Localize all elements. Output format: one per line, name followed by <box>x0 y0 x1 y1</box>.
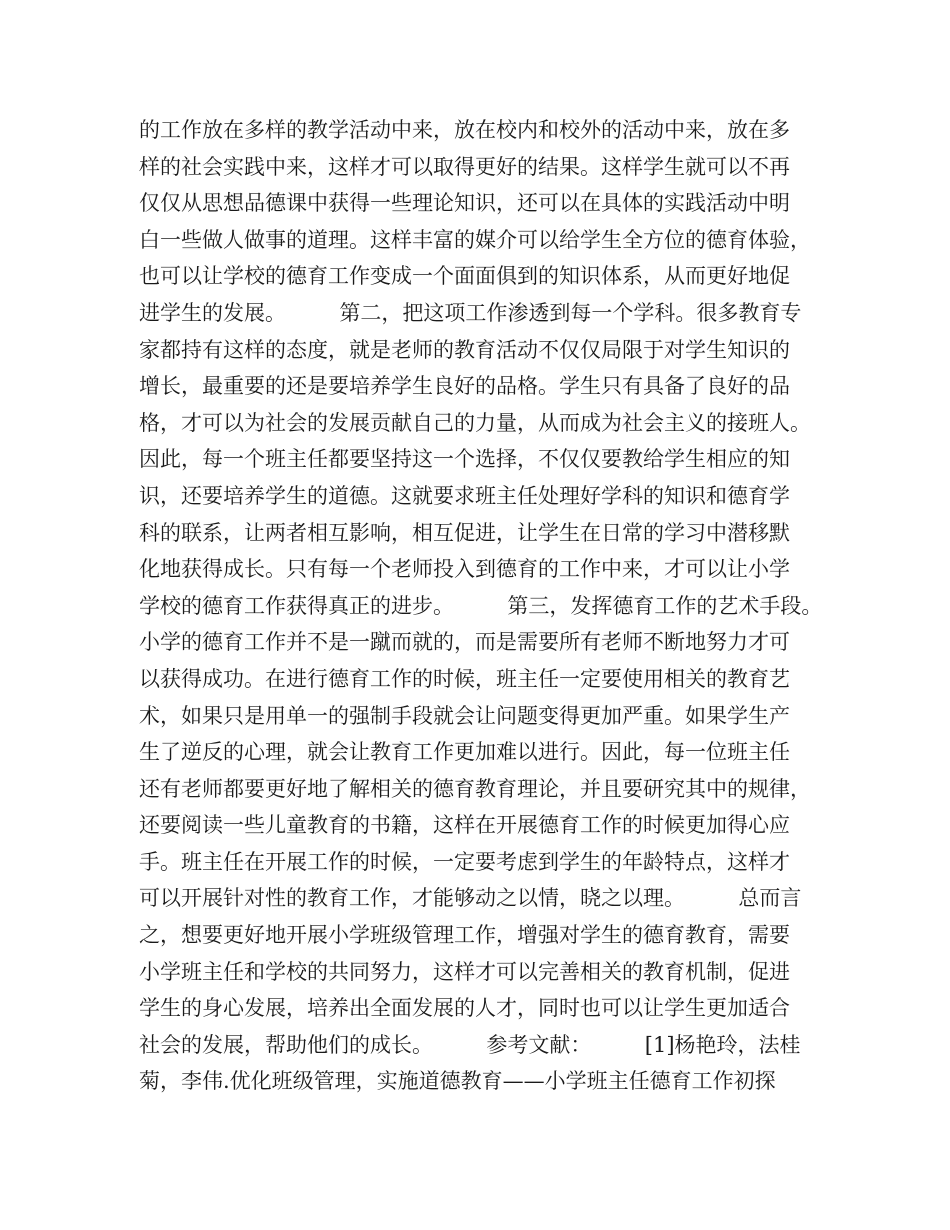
text-line: 也可以让学校的德育工作变成一个面面俱到的知识体系，从而更好地促 <box>139 264 790 289</box>
body-text <box>139 112 839 1100</box>
text-line: 增长，最重要的还是要培养学生良好的品格。学生只有具备了良好的品 <box>139 374 790 399</box>
text-line: 学校的德育工作获得真正的进步。 第三，发挥德育工作的艺术手段。 <box>139 593 823 618</box>
text-line: 以获得成功。在进行德育工作的时候，班主任一定要使用相关的教育艺 <box>139 666 790 691</box>
text-line: 白一些做人做事的道理。这样丰富的媒介可以给学生全方位的德育体验， <box>139 227 811 252</box>
text-line: 小学班主任和学校的共同努力，这样才可以完善相关的教育机制，促进 <box>139 959 790 984</box>
text-line: 样的社会实践中来，这样才可以取得更好的结果。这样学生就可以不再 <box>139 154 790 179</box>
text-line: 化地获得成长。只有每一个老师投入到德育的工作中来，才可以让小学 <box>139 557 790 582</box>
text-line: 科的联系，让两者相互影响，相互促进，让学生在日常的学习中潜移默 <box>139 520 790 545</box>
text-line: 家都持有这样的态度，就是老师的教育活动不仅仅局限于对学生知识的 <box>139 337 790 362</box>
text-line: 进学生的发展。 第二，把这项工作渗透到每一个学科。很多教育专 <box>139 300 802 325</box>
text-line: 格，才可以为社会的发展贡献自己的力量，从而成为社会主义的接班人。 <box>139 410 811 435</box>
text-line: 还有老师都要更好地了解相关的德育教育理论，并且要研究其中的规律， <box>139 776 811 801</box>
text-line: 之，想要更好地开展小学班级管理工作，增强对学生的德育教育，需要 <box>139 923 790 948</box>
text-line: 可以开展针对性的教育工作，才能够动之以情，晓之以理。 总而言 <box>139 886 802 911</box>
text-line: 还要阅读一些儿童教育的书籍，这样在开展德育工作的时候更加得心应 <box>139 813 790 838</box>
text-line: 学生的身心发展，培养出全面发展的人才，同时也可以让学生更加适合 <box>139 996 790 1021</box>
text-line: 社会的发展，帮助他们的成长。 参考文献： [1]杨艳玲，法桂 <box>139 1032 801 1057</box>
text-line: 因此，每一个班主任都要坚持这一个选择，不仅仅要教给学生相应的知 <box>139 447 790 472</box>
text-line: 小学的德育工作并不是一蹴而就的，而是需要所有老师不断地努力才可 <box>139 630 790 655</box>
text-line: 术，如果只是用单一的强制手段就会让问题变得更加严重。如果学生产 <box>139 703 790 728</box>
text-line: 仅仅从思想品德课中获得一些理论知识，还可以在具体的实践活动中明 <box>139 191 790 216</box>
text-line: 的工作放在多样的教学活动中来，放在校内和校外的活动中来，放在多 <box>139 118 790 142</box>
text-line: 生了逆反的心理，就会让教育工作更加难以进行。因此，每一位班主任 <box>139 740 790 765</box>
text-line: 菊，李伟.优化班级管理，实施道德教育——小学班主任德育工作初探 <box>139 1069 776 1094</box>
text-line: 手。班主任在开展工作的时候，一定要考虑到学生的年龄特点，这样才 <box>139 849 790 874</box>
text-line: 识，还要培养学生的道德。这就要求班主任处理好学科的知识和德育学 <box>139 483 790 508</box>
